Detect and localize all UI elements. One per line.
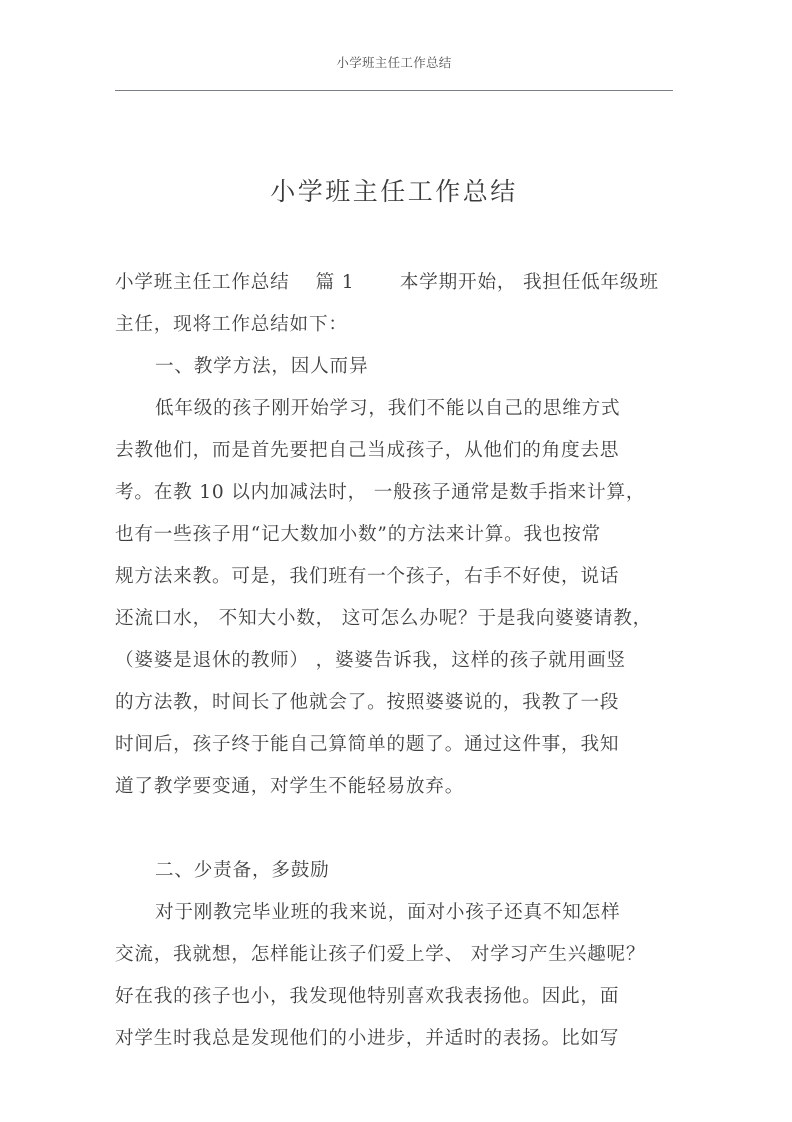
body-line: 交流，我就想，怎样能让孩子们爱上学、 对学习产生兴趣呢？ — [115, 944, 646, 965]
document-title: 小学班主任工作总结 — [270, 176, 518, 206]
running-header-text: 小学班主任工作总结 — [336, 55, 452, 70]
body-line: 小学班主任工作总结 篇 1 本学期开始， 我担任低年级班 — [115, 272, 659, 293]
body-line: 道了教学要变通，对学生不能轻易放弃。 — [115, 776, 465, 797]
body-line: 低年级的孩子刚开始学习，我们不能以自己的思维方式 — [155, 398, 621, 419]
section-heading-one: 一、教学方法，因人而异 — [155, 356, 369, 377]
running-header — [115, 52, 673, 71]
body-line: 的方法教，时间长了他就会了。按照婆婆说的，我教了一段 — [115, 692, 620, 713]
body-line: 也有一些孩子用“记大数加小数”的方法来计算。我也按常 — [115, 524, 602, 545]
paragraph-spacer — [115, 808, 681, 850]
section-heading-two: 二、少责备，多鼓励 — [155, 860, 330, 881]
body-line: 去教他们，而是首先要把自己当成孩子，从他们的角度去思 — [115, 440, 620, 461]
header-divider-rule — [115, 90, 673, 91]
body-line: 时间后，孩子终于能自己算简单的题了。通过这件事，我知 — [115, 734, 620, 755]
body-line: （婆婆是退休的教师） ，婆婆告诉我，这样的孩子就用画竖 — [115, 650, 626, 671]
body-line: 对于刚教完毕业班的我来说，面对小孩子还真不知怎样 — [155, 902, 621, 923]
body-line: 主任，现将工作总结如下： — [115, 314, 348, 335]
body-line: 好在我的孩子也小，我发现他特别喜欢我表扬他。因此，面 — [115, 986, 620, 1007]
body-line: 还流口水， 不知大小数， 这可怎么办呢？于是我向婆婆请教， — [115, 608, 653, 629]
body-line: 规方法来教。可是，我们班有一个孩子，右手不好使，说话 — [115, 566, 620, 587]
body-line: 对学生时我总是发现他们的小进步，并适时的表扬。比如写 — [115, 1028, 620, 1049]
body-line: 考。在教 10 以内加减法时， 一般孩子通常是数手指来计算， — [115, 482, 646, 503]
document-body — [115, 262, 681, 1060]
